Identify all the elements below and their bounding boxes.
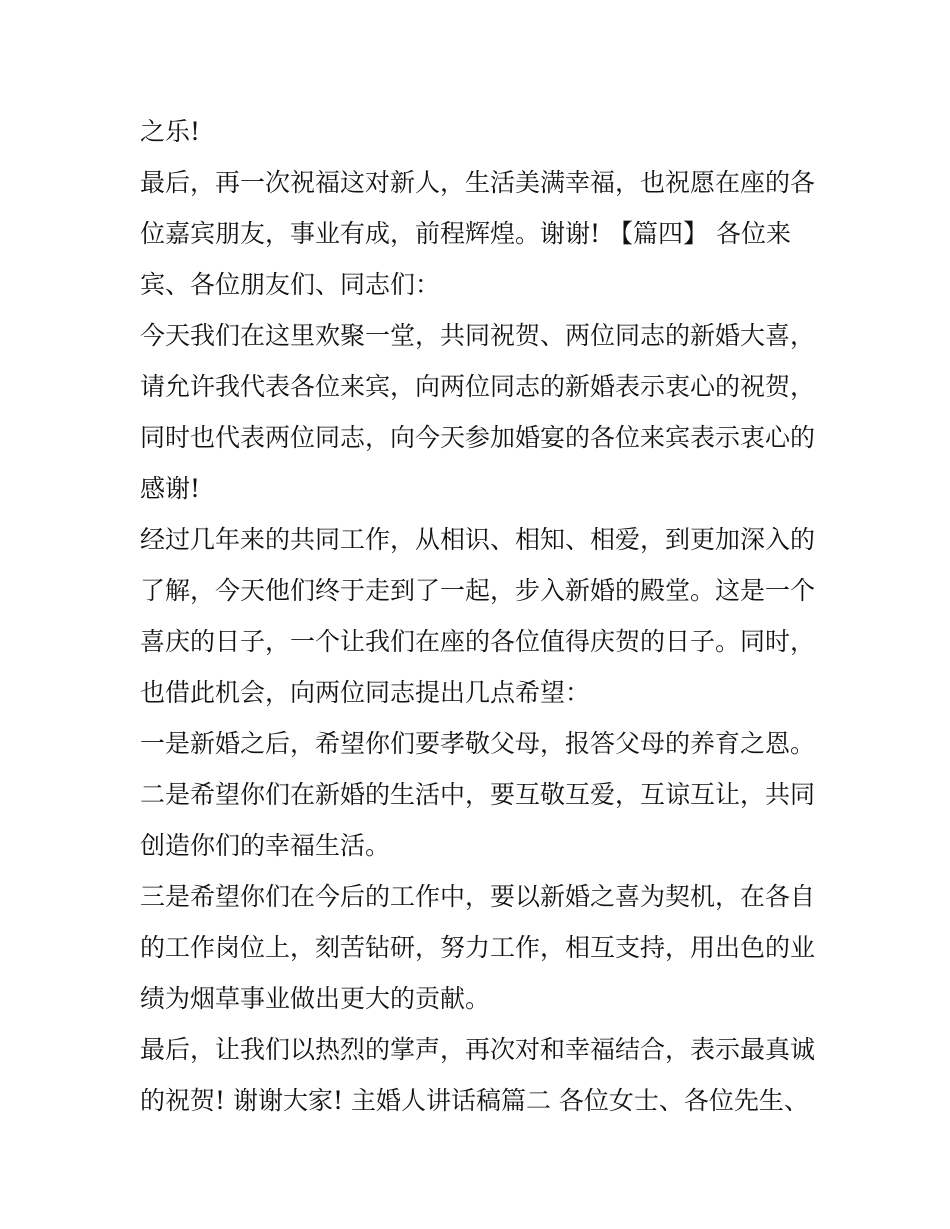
text-line: 创造你们的幸福生活。	[140, 831, 391, 860]
text-line: 感谢!	[140, 474, 201, 503]
text-line: 最后，再一次祝福这对新人，生活美满幸福，也祝愿在座的各	[140, 168, 816, 197]
text-line: 了解，今天他们终于走到了一起，步入新婚的殿堂。这是一个	[140, 576, 816, 605]
text-line: 一是新婚之后，希望你们要孝敬父母，报答父母的养育之恩。	[140, 729, 816, 758]
text-line: 绩为烟草事业做出更大的贡献。	[140, 984, 491, 1013]
text-line: 也借此机会，向两位同志提出几点希望：	[140, 678, 591, 707]
text-line: 今天我们在这里欢聚一堂，共同祝贺、两位同志的新婚大喜，	[140, 321, 816, 350]
text-line: 同时也代表两位同志，向今天参加婚宴的各位来宾表示衷心的	[140, 423, 816, 452]
text-line: 最后，让我们以热烈的掌声，再次对和幸福结合，表示最真诚	[140, 1035, 816, 1064]
text-line: 位嘉宾朋友，事业有成，前程辉煌。谢谢! 【篇四】 各位来	[140, 219, 791, 248]
text-line: 请允许我代表各位来宾，向两位同志的新婚表示衷心的祝贺，	[140, 372, 816, 401]
text-line: 宾、各位朋友们、同志们：	[140, 270, 441, 299]
text-line: 的工作岗位上，刻苦钻研，努力工作，相互支持，用出色的业	[140, 933, 816, 962]
text-line: 三是希望你们在今后的工作中，要以新婚之喜为契机，在各自	[140, 882, 816, 911]
text-line: 喜庆的日子，一个让我们在座的各位值得庆贺的日子。同时，	[140, 627, 816, 656]
text-line: 经过几年来的共同工作，从相识、相知、相爱，到更加深入的	[140, 525, 816, 554]
text-line: 的祝贺! 谢谢大家! 主婚人讲话稿篇二 各位女士、各位先生、	[140, 1086, 809, 1115]
text-line: 之乐!	[140, 117, 201, 146]
text-line: 二是希望你们在新婚的生活中，要互敬互爱，互谅互让，共同	[140, 780, 816, 809]
document-body	[140, 106, 820, 1126]
